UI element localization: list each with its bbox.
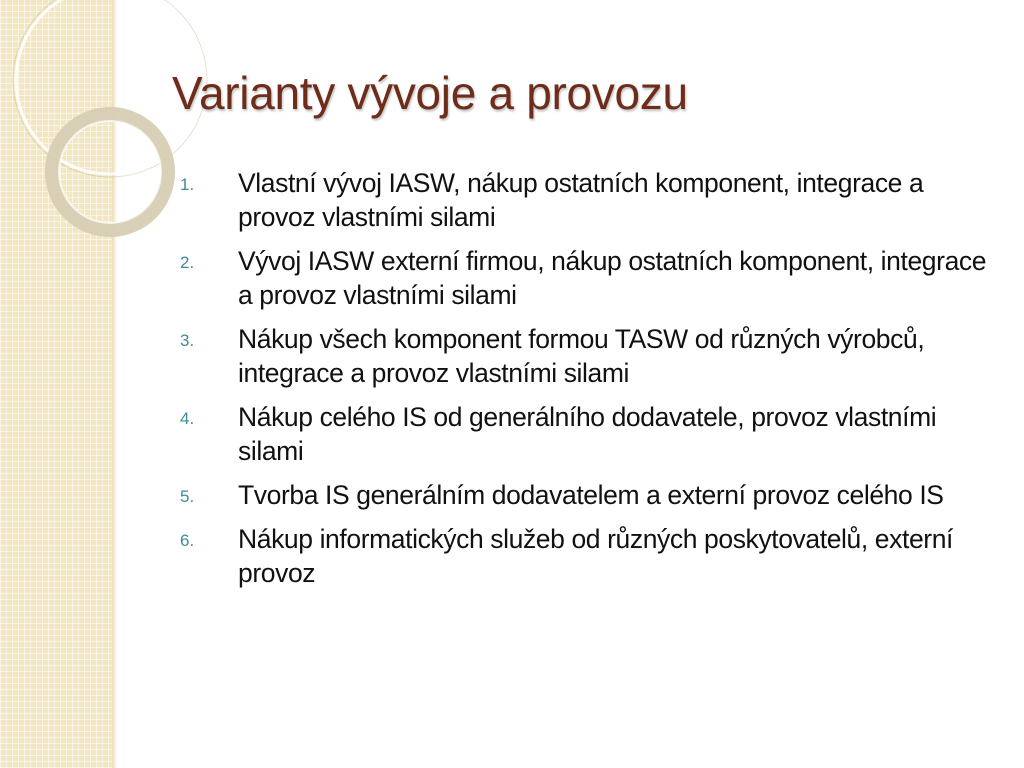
list-item-number: 3. — [180, 331, 195, 350]
list-item — [180, 400, 1000, 468]
list-item-text: Nákup všech komponent formou TASW od různých výrobců, integrace a provoz vlastními silami — [238, 324, 925, 388]
numbered-list — [180, 166, 1000, 600]
decorative-ring-small-highlight — [59, 121, 161, 223]
list-item-number: 1. — [180, 175, 195, 194]
list-item-number: 5. — [180, 487, 195, 506]
list-item — [180, 522, 1000, 590]
list-item-number: 2. — [180, 253, 195, 272]
list-item-text: Vývoj IASW externí firmou, nákup ostatních komponent, integrace a provoz vlastními silami — [238, 246, 987, 310]
list-item — [180, 244, 1000, 312]
list-item-text: Vlastní vývoj IASW, nákup ostatních komponent, integrace a provoz vlastními silami — [238, 168, 924, 232]
list-item — [180, 478, 1000, 512]
slide-title: Varianty vývoje a provozu — [172, 67, 688, 119]
list-item-text: Tvorba IS generálním dodavatelem a externí provoz celého IS — [238, 480, 944, 510]
list-item-number: 4. — [180, 409, 195, 428]
list-item-number: 6. — [180, 531, 195, 550]
list-item — [180, 322, 1000, 390]
list-item — [180, 166, 1000, 234]
list-item-text: Nákup informatických služeb od různých poskytovatelů, externí provoz — [238, 524, 954, 588]
decorative-ring-small — [52, 114, 168, 230]
list-item-text: Nákup celého IS od generálního dodavatele, provoz vlastními silami — [238, 402, 937, 466]
